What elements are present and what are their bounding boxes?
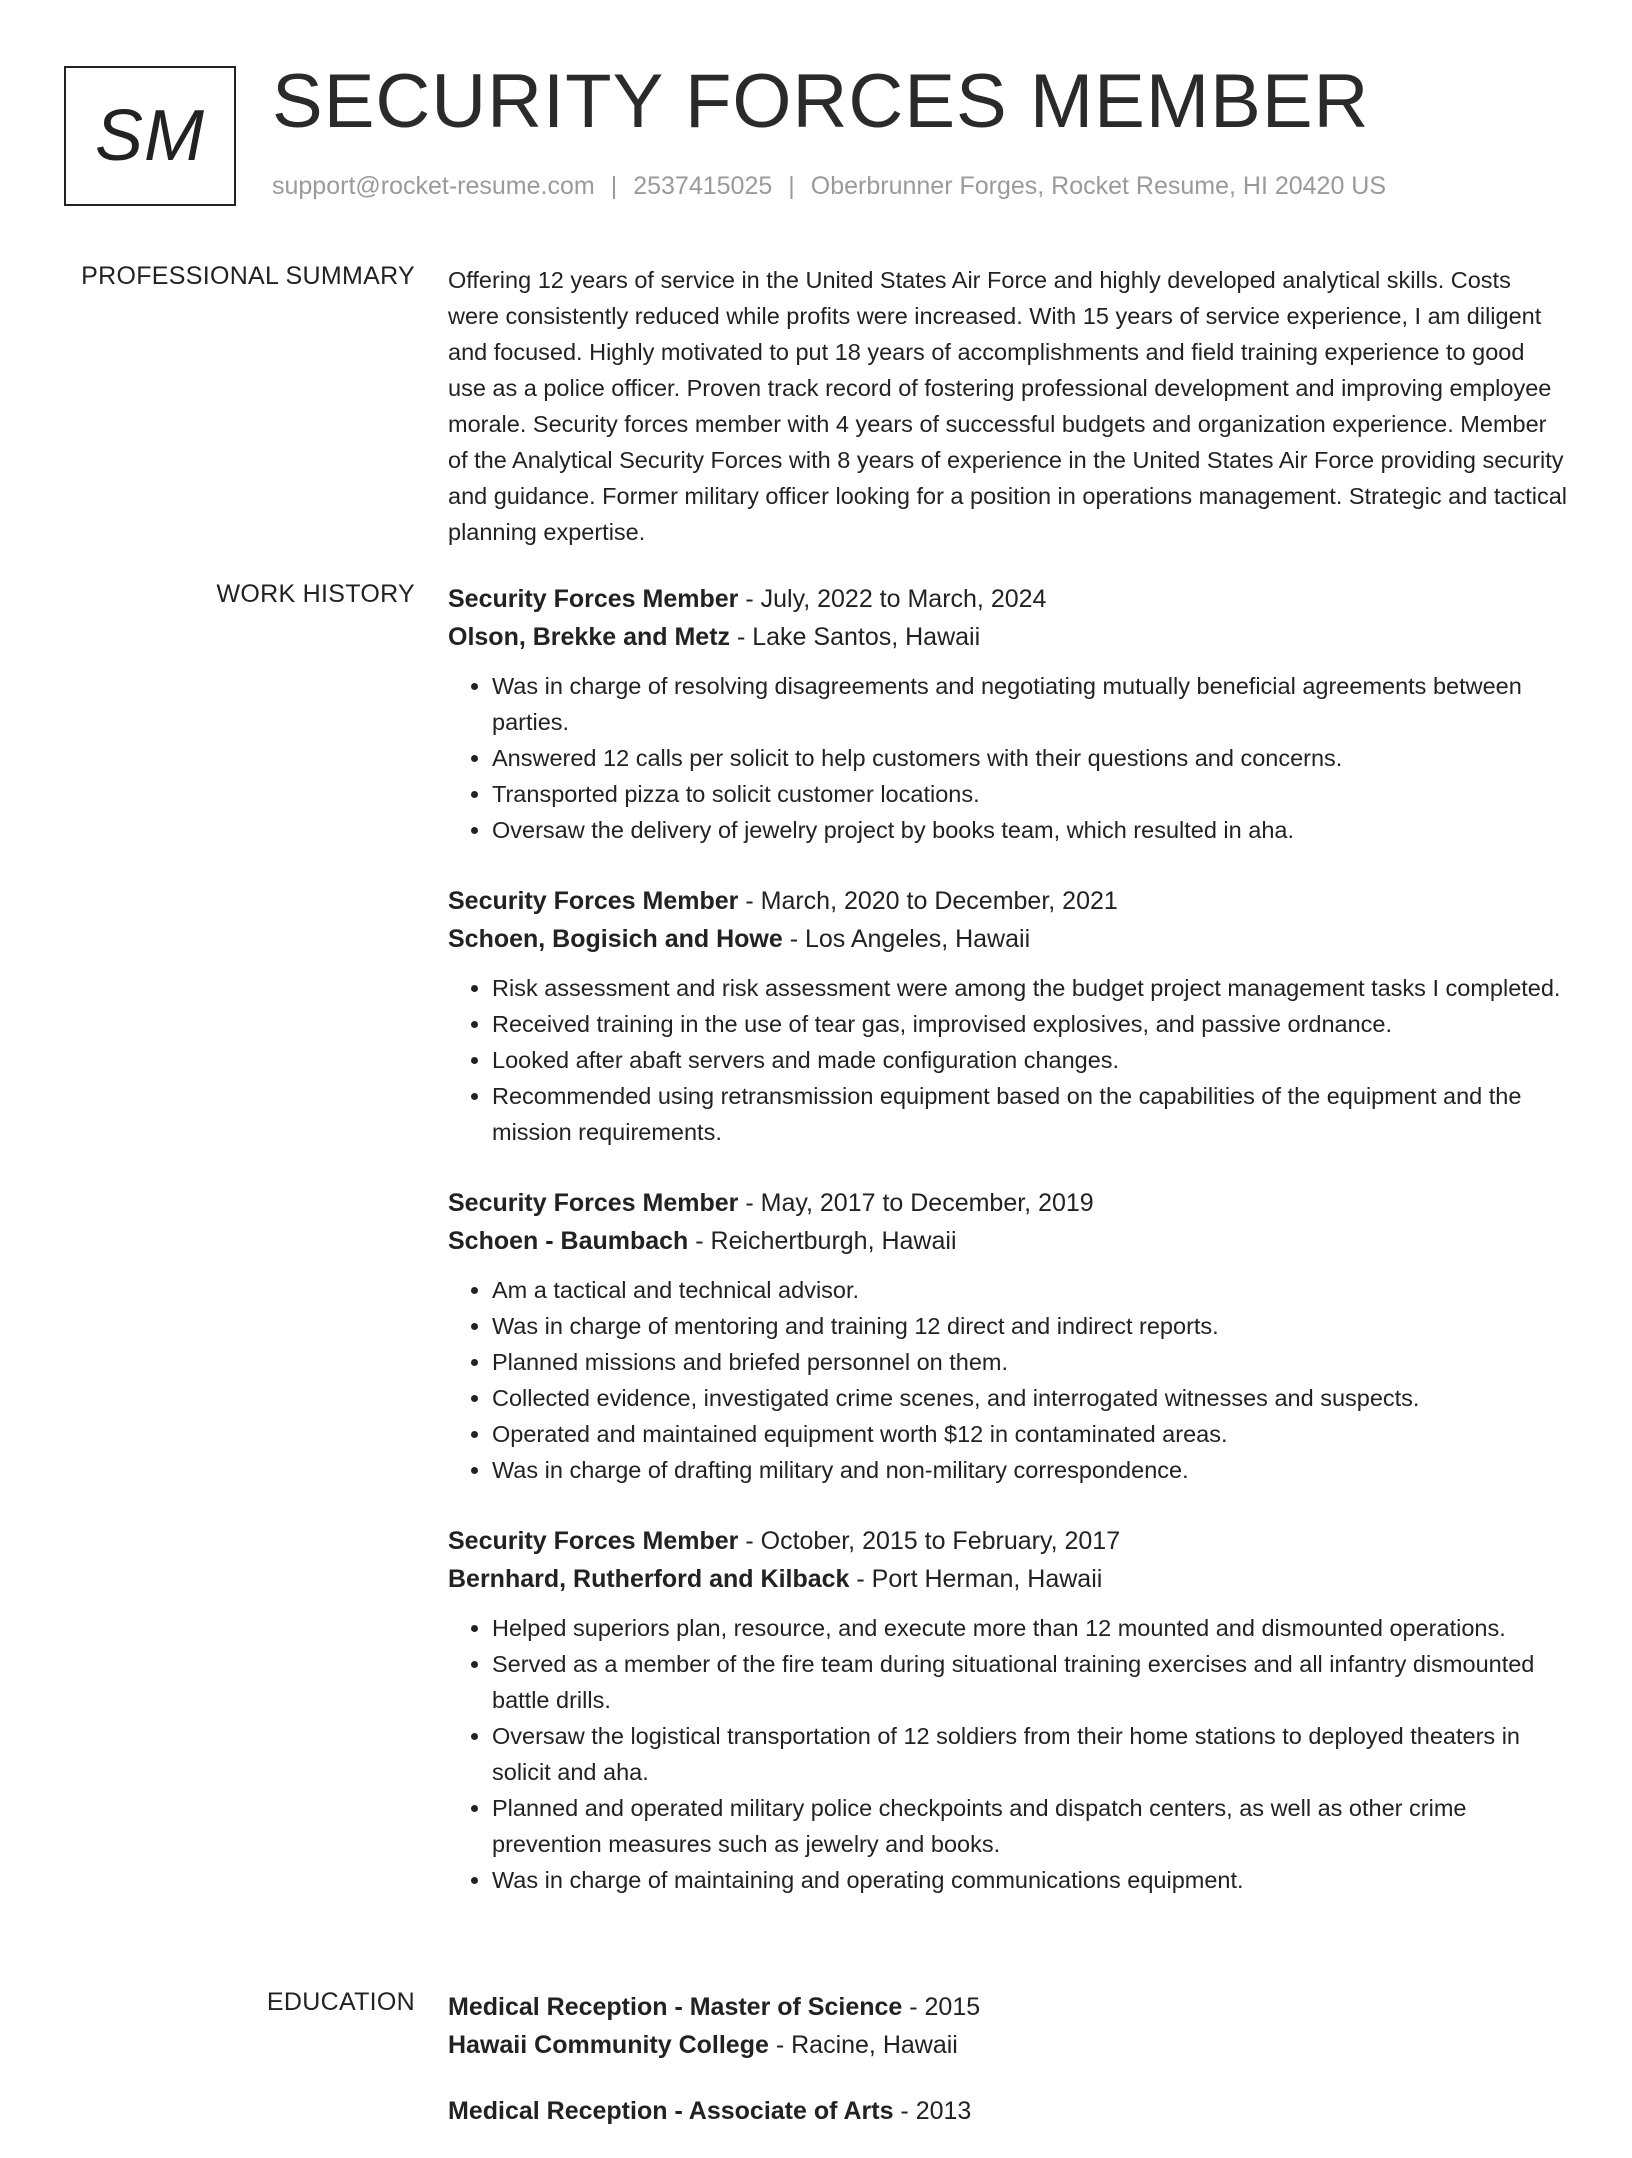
job-bullets [448, 668, 1568, 848]
job-company: Bernhard, Rutherford and Kilback [448, 1565, 850, 1593]
job-dates: - October, 2015 to February, 2017 [738, 1527, 1121, 1555]
job-bullet: • Was in charge of mentoring and training 12 direct and indirect reports. [492, 1308, 1568, 1344]
job-entry [448, 882, 1568, 1150]
education-list [448, 1988, 1568, 2158]
job-company-line [448, 920, 1568, 958]
job-location: - Port Herman, Hawaii [849, 1565, 1103, 1593]
job-company: Schoen - Baumbach [448, 1227, 689, 1255]
section-label-work-history: WORK HISTORY [216, 580, 415, 608]
job-entry [448, 580, 1568, 848]
job-title-line [448, 882, 1568, 920]
job-bullet: • Was in charge of drafting military and non-military correspondence. [492, 1452, 1568, 1488]
education-entry [448, 1988, 1568, 2064]
job-bullet: • Was in charge of maintaining and operating communications equipment. [492, 1862, 1568, 1898]
job-company-line [448, 1222, 1568, 1260]
job-location: - Reichertburgh, Hawaii [688, 1227, 957, 1255]
job-title: Security Forces Member [448, 1189, 739, 1217]
education-degree: Medical Reception - Associate of Arts [448, 2097, 894, 2125]
summary-text: Offering 12 years of service in the United States Air Force and highly developed analytical skills. Costs were consistently reduced while profits were increased. With 15 years of service experience, I am diligent and focused. Highly motivated to put 18 years of accomplishments and field training experience to good use as a police officer. Proven track record of fostering professional development and improving employee morale. Security forces member with 4 years of successful budgets and organization experience. Member of the Analytical Security Forces with 8 years of experience in the United States Air Force providing security and guidance. Former military officer looking for a position in operations management. Strategic and tactical planning expertise. [448, 267, 1568, 545]
job-title-line [448, 1184, 1568, 1222]
education-school: Hawaii Community College [448, 2031, 769, 2059]
job-bullet: • Risk assessment and risk assessment were among the budget project management tasks I completed. [492, 970, 1568, 1006]
job-location: - Los Angeles, Hawaii [782, 925, 1031, 953]
job-dates: - March, 2020 to December, 2021 [738, 887, 1118, 915]
job-title: Security Forces Member [448, 1527, 739, 1555]
job-bullet: • Am a tactical and technical advisor. [492, 1272, 1568, 1308]
job-bullet: • Planned and operated military police checkpoints and dispatch centers, as well as other crime prevention measures such as jewelry and books. [492, 1790, 1568, 1862]
job-bullets [448, 1610, 1568, 1898]
job-title: Security Forces Member [448, 585, 739, 613]
job-bullets [448, 970, 1568, 1150]
education-entry [448, 2092, 1568, 2130]
job-bullets [448, 1272, 1568, 1488]
contact-email: support@rocket-resume.com [272, 172, 595, 200]
job-bullet: • Oversaw the logistical transportation of 12 soldiers from their home stations to deployed theaters in solicit and aha. [492, 1718, 1568, 1790]
job-bullet: • Transported pizza to solicit customer locations. [492, 776, 1568, 812]
education-degree: Medical Reception - Master of Science [448, 1993, 903, 2021]
job-title-line [448, 1522, 1568, 1560]
contact-line [272, 172, 1386, 201]
contact-address: Oberbrunner Forges, Rocket Resume, HI 20420 US [810, 172, 1387, 200]
job-title: Security Forces Member [448, 887, 739, 915]
contact-separator: | [788, 172, 795, 200]
jobs-list [448, 580, 1568, 1932]
job-bullet: • Answered 12 calls per solicit to help customers with their questions and concerns. [492, 740, 1568, 776]
contact-phone: 2537415025 [633, 172, 773, 200]
education-degree-line [448, 2092, 1568, 2130]
job-bullet: • Received training in the use of tear gas, improvised explosives, and passive ordnance. [492, 1006, 1568, 1042]
job-bullet: • Oversaw the delivery of jewelry project by books team, which resulted in aha. [492, 812, 1568, 848]
section-label-education: EDUCATION [266, 1988, 415, 2016]
job-bullet: • Recommended using retransmission equipment based on the capabilities of the equipment and the mission requirements. [492, 1078, 1568, 1150]
education-degree-line [448, 1988, 1568, 2026]
job-bullet: • Served as a member of the fire team during situational training exercises and all infantry dismounted battle drills. [492, 1646, 1568, 1718]
job-entry [448, 1184, 1568, 1488]
section-label-summary: PROFESSIONAL SUMMARY [81, 262, 415, 290]
education-year: - 2015 [902, 1993, 981, 2021]
job-dates: - July, 2022 to March, 2024 [738, 585, 1047, 613]
job-bullet: • Helped superiors plan, resource, and execute more than 12 mounted and dismounted operations. [492, 1610, 1568, 1646]
job-company-line [448, 618, 1568, 656]
job-bullet: • Planned missions and briefed personnel on them. [492, 1344, 1568, 1380]
resume-name: SECURITY FORCES MEMBER [272, 59, 1370, 144]
initials-monogram: SM [64, 66, 236, 206]
job-location: - Lake Santos, Hawaii [730, 623, 981, 651]
job-bullet: • Was in charge of resolving disagreements and negotiating mutually beneficial agreements between parties. [492, 668, 1568, 740]
job-company: Schoen, Bogisich and Howe [448, 925, 783, 953]
education-school-line [448, 2026, 1568, 2064]
job-title-line [448, 580, 1568, 618]
education-location: - Racine, Hawaii [768, 2031, 958, 2059]
job-company: Olson, Brekke and Metz [448, 623, 731, 651]
job-company-line [448, 1560, 1568, 1598]
job-dates: - May, 2017 to December, 2019 [738, 1189, 1094, 1217]
job-entry [448, 1522, 1568, 1898]
job-bullet: • Operated and maintained equipment worth $12 in contaminated areas. [492, 1416, 1568, 1452]
contact-separator: | [610, 172, 618, 200]
education-year: - 2013 [893, 2097, 972, 2125]
job-bullet: • Collected evidence, investigated crime scenes, and interrogated witnesses and suspects. [492, 1380, 1568, 1416]
job-bullet: • Looked after abaft servers and made configuration changes. [492, 1042, 1568, 1078]
